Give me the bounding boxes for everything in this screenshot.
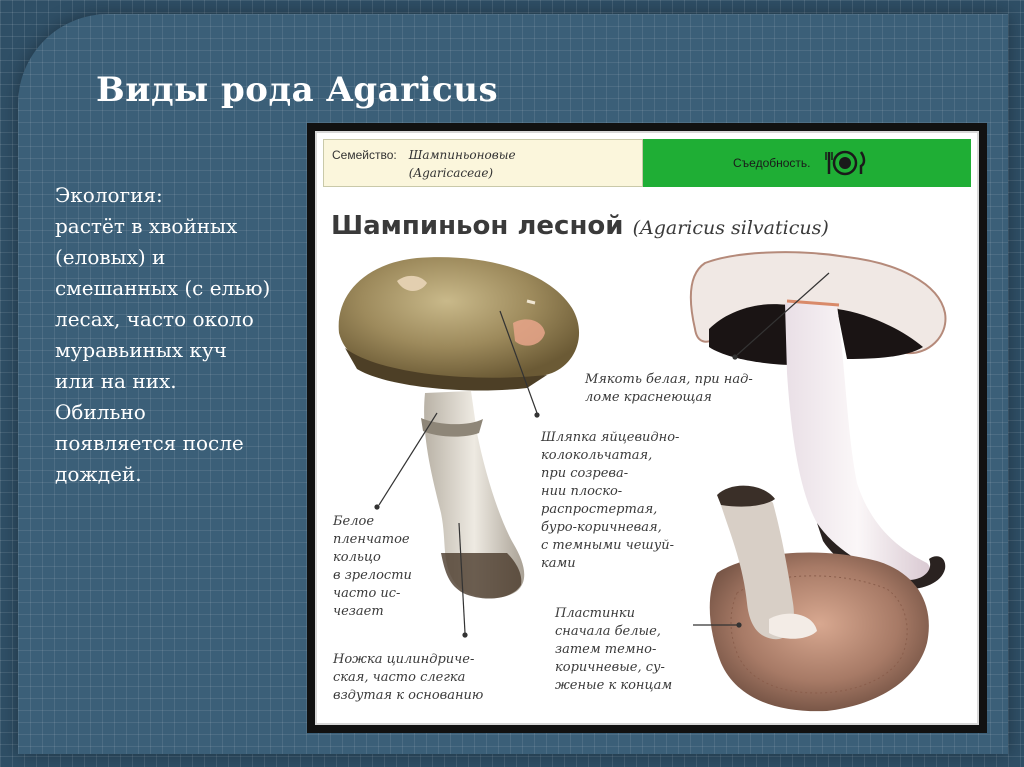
title-latin: Agaricus <box>326 70 499 110</box>
annotation-line: Мякоть белая, при над- <box>585 372 753 387</box>
family-name-ru: Шампиньоновые <box>408 148 516 162</box>
annotation-flesh <box>585 371 753 407</box>
family-name-lat: (Agaricaceae) <box>408 166 494 180</box>
annotation-cap <box>541 429 679 573</box>
annotation-line: распростертая, <box>541 502 658 517</box>
mushroom-card-frame <box>307 123 987 733</box>
family-label: Семейство: <box>332 148 397 162</box>
annotation-line: Шляпка яйцевидно- <box>541 430 680 445</box>
ecology-line: смешанных (с елью) <box>55 276 271 300</box>
annotation-line: кольцо <box>333 550 381 565</box>
annotation-line: нии плоско- <box>541 484 623 499</box>
family-box <box>323 139 643 187</box>
annotation-line: Пластинки <box>555 606 636 621</box>
annotation-line: колокольчатая, <box>541 448 653 463</box>
annotation-line: коричневые, су- <box>555 660 665 675</box>
ecology-line: или на них. <box>55 369 177 393</box>
species-title <box>331 211 829 241</box>
annotation-line: ломе краснеющая <box>585 390 712 405</box>
ecology-line: появляется после <box>55 431 244 455</box>
ecology-text <box>55 180 300 490</box>
annotation-line: в зрелости <box>333 568 412 583</box>
ecology-line: лесах, часто около <box>55 307 254 331</box>
annotation-line: сначала белые, <box>555 624 661 639</box>
card-header <box>323 139 971 187</box>
plate-fork-knife-icon <box>823 148 867 178</box>
annotation-line: затем темно- <box>555 642 657 657</box>
annotation-line: ская, часто слегка <box>333 670 466 685</box>
annotation-line: пленчатое <box>333 532 410 547</box>
annotation-line: ками <box>541 556 576 571</box>
annotation-line: с темными чешуй- <box>541 538 675 553</box>
annotation-gills <box>555 605 672 695</box>
family-name <box>409 146 516 182</box>
annotation-line: Ножка цилиндриче- <box>333 652 475 667</box>
annotation-line: вздутая к основанию <box>333 688 484 703</box>
ecology-line: Обильно <box>55 400 146 424</box>
title-text: Виды рода <box>96 70 327 110</box>
species-name-ru: Шампиньон лесной <box>331 211 624 241</box>
annotation-line: буро-коричневая, <box>541 520 662 535</box>
cut-mushroom-illustration <box>691 252 946 589</box>
ecology-line: растёт в хвойных <box>55 214 238 238</box>
slide-title <box>96 70 498 110</box>
annotation-line: женые к концам <box>555 678 673 693</box>
ecology-line: (еловых) и <box>55 245 166 269</box>
annotation-line: Белое <box>333 514 375 529</box>
annotation-line: чезает <box>333 604 384 619</box>
annotation-line: при созрева- <box>541 466 629 481</box>
annotation-stem <box>333 651 483 705</box>
edibility-box <box>643 139 971 187</box>
ecology-line: дождей. <box>55 462 142 486</box>
mushroom-card <box>315 131 979 725</box>
ecology-line: Экология: <box>55 183 163 207</box>
annotation-ring <box>333 513 412 621</box>
annotation-line: часто ис- <box>333 586 401 601</box>
species-name-lat: (Agaricus silvaticus) <box>632 217 829 239</box>
edibility-label: Съедобность. <box>733 156 811 170</box>
ecology-line: муравьиных куч <box>55 338 227 362</box>
